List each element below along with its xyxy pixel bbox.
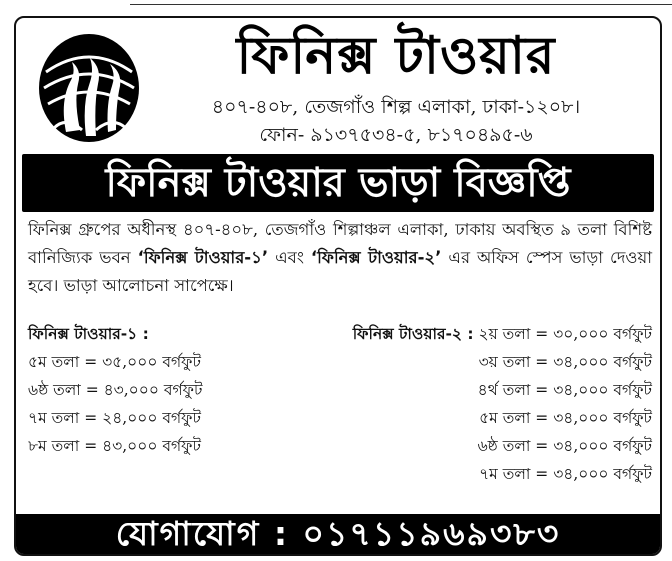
- tower1-title: ফিনিক্স টাওয়ার-১ :: [28, 325, 149, 343]
- tower2-floor-row: ৬ষ্ঠ তলা = ৩৪,০০০ বর্গফুট: [477, 437, 652, 455]
- notice-body-part1: ফিনিক্স গ্রুপের অধীনস্থ ৪০৭-৪০৮, তেজগাঁও শিল্পাঞ্চল এলাকা, ঢাকায় অবস্থিত ৯ তলা বিশিষ্ট বানিজ্যিক ভবন: [28, 220, 652, 267]
- tower2-floor-row: ৪র্থ তলা = ৩৪,০০০ বর্গফুট: [477, 381, 652, 399]
- tower2-title: ফিনিক্স টাওয়ার-২ :: [352, 325, 474, 343]
- brand-title: ফিনিক্স টাওয়ার: [236, 26, 556, 86]
- notice-body-part3: এর অফিস স্পেস ভাড়া দেওয়া হবে। ভাড়া আলোচনা সাপেক্ষে।: [28, 248, 653, 295]
- tower1-floor-row: ৬ষ্ঠ তলা = ৪৩,০০০ বর্গফুট: [28, 381, 203, 399]
- tower1-floor-row: ৮ম তলা = ৪৩,০০০ বর্গফুট: [28, 437, 201, 455]
- notice-banner: ফিনিক্স টাওয়ার ভাড়া বিজ্ঞপ্তি: [22, 154, 654, 212]
- tower2-floor-list: [316, 320, 652, 488]
- tower2-floor-row: ৭ম তলা = ৩৪,০০০ বর্গফুট: [479, 465, 652, 483]
- contact-bar: যোগাযোগ : ০১৭১১৯৬৯৩৮৩: [16, 514, 660, 554]
- tower2-floor-row: ২য় তলা = ৩০,০০০ বর্গফুট: [478, 325, 652, 343]
- building-name-2: ‘ফিনিক্স টাওয়ার-২’: [310, 248, 442, 267]
- tower2-floor-row: ৩য় তলা = ৩৪,০০০ বর্গফুট: [478, 353, 652, 371]
- tower2-floor-row: ৫ম তলা = ৩৪,০০০ বর্গফুট: [479, 409, 652, 427]
- company-phone: ফোন- ৯১৩৭৫৩৪-৫, ৮১৭০৪৯৫-৬: [259, 124, 533, 146]
- page-top-rule: [0, 0, 672, 10]
- tower1-floor-row: ৭ম তলা = ২৪,০০০ বর্গফুট: [28, 409, 201, 427]
- tower2-header-row: [316, 320, 652, 348]
- phoenix-logo-icon: [36, 32, 142, 144]
- notice-body-part2: এবং: [268, 248, 311, 267]
- tower1-floor-list: [28, 320, 328, 460]
- notice-body: [28, 216, 652, 300]
- advertisement-frame: [14, 16, 662, 556]
- divider: [130, 4, 672, 5]
- company-address: ৪০৭-৪০৮, তেজগাঁও শিল্প এলাকা, ঢাকা-১২০৮।: [211, 96, 581, 118]
- tower1-floor-row: ৫ম তলা = ৩৫,০০০ বর্গফুট: [28, 353, 201, 371]
- building-name-1: ‘ফিনিক্স টাওয়ার-১’: [137, 248, 269, 267]
